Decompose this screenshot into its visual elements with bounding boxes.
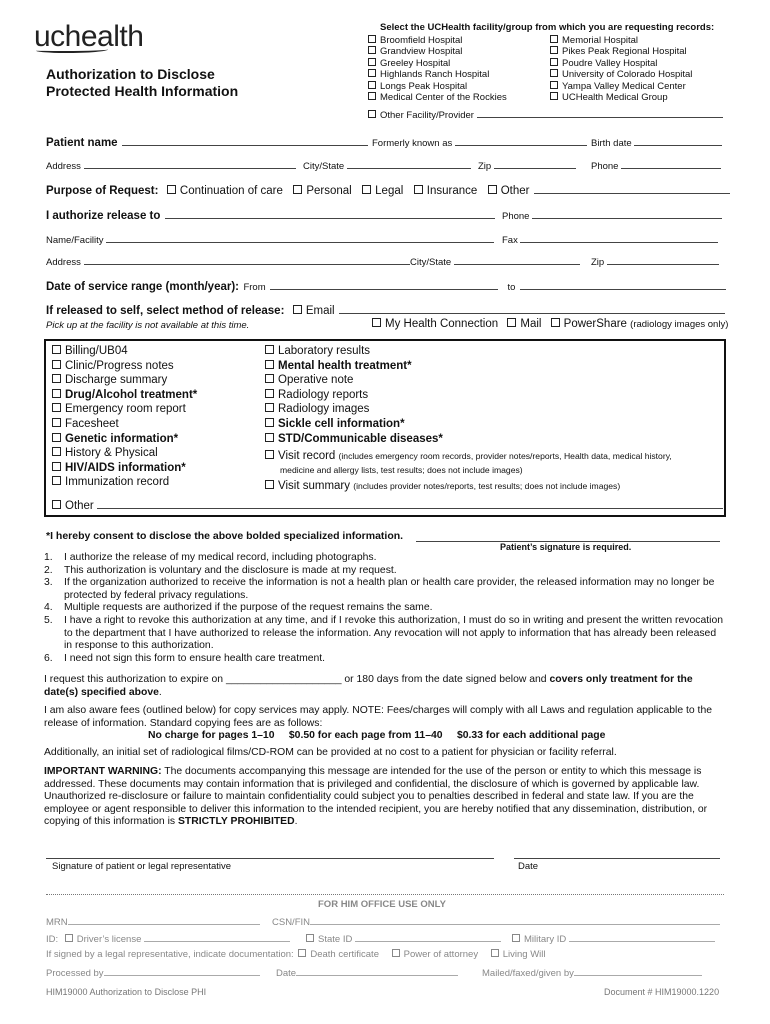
office-date-row: Date [276,966,458,979]
checkbox[interactable] [368,46,376,54]
formerly-known-label: Formerly known as [372,138,453,149]
mail-option[interactable]: Mail [507,318,541,330]
csn-field[interactable] [310,915,720,925]
term-item: 2. This authorization is voluntary and the disclosure is made at my request. [44,564,397,576]
checkbox[interactable] [52,418,61,427]
checkbox[interactable] [265,480,274,489]
self-release-label: If released to self, select method of release: [46,305,285,317]
checkbox[interactable] [52,433,61,442]
fees-statement: I am also aware fees (outlined below) for copy services may apply. NOTE: Fees/charges will comply with all Laws and regulation applicable to the release of information. Standard copying fees are as follows: [44,705,713,729]
record-other-field[interactable] [97,499,723,509]
signature-label: Signature of patient or legal representative [52,861,232,872]
checkbox[interactable] [368,69,376,77]
checkbox[interactable] [167,185,176,194]
record-option[interactable]: Mental health treatment* [265,359,672,374]
important-warning: IMPORTANT WARNING: The documents accompanying this message are intended for the use of the person or entity to which this message is addressed. These documents may contain information that is privileged and confidential, the disclosure of which is governed by applicable law. Unauthorized re-disclosure or failure to maintain confidentiality could subject you to penalties described in federal and state law. If you are the employee or agent responsible to deliver this information to the intended recipient, you are hereby notified that any dissemination, distribution, or copying of this information is STRICTLY PROHIBITED. [44,766,708,828]
patient-address-row [46,159,296,172]
radiology-statement: Additionally, an initial set of radiological films/CD-ROM can be provided at no cost to a patient for physician or facility referral. [44,747,617,758]
checkbox[interactable] [550,58,558,66]
other-facility-field[interactable] [477,108,723,118]
record-other-option[interactable]: Other [52,499,723,514]
purpose-option[interactable]: Personal [293,185,351,197]
service-from-label: From [243,282,266,293]
record-option[interactable]: Clinic/Progress notes [52,359,197,374]
release-zip-row [591,255,719,268]
self-release-row [46,301,725,319]
purpose-option[interactable]: Insurance [414,185,478,197]
birth-date-row [591,136,722,149]
footer-left: HIM19000 Authorization to Disclose PHI [46,987,207,997]
title-line-1: Authorization to Disclose [46,66,215,82]
checkbox[interactable] [293,305,302,314]
facility-option[interactable]: Longs Peak Hospital [368,81,507,92]
release-address-label: Address [46,257,81,268]
checkbox[interactable] [488,185,497,194]
other-facility-option[interactable]: Other Facility/Provider [368,108,723,121]
checkbox[interactable] [52,345,61,354]
id-row: ID: Driver’s license [46,932,290,945]
record-option[interactable]: STD/Communicable diseases* [265,432,672,447]
pickup-note: Pick up at the facility is not available at this time. [46,320,250,331]
checkbox[interactable] [512,934,520,942]
processed-field[interactable] [104,966,260,976]
checkbox[interactable] [52,374,61,383]
csn-row: CSN/FIN [272,915,720,928]
release-phone-field[interactable] [532,209,722,219]
checkbox[interactable] [65,934,73,942]
record-option[interactable]: Operative note [265,373,672,388]
patient-signature-field[interactable] [46,858,494,859]
service-to-field[interactable] [520,280,726,290]
checkbox[interactable] [298,949,306,957]
checkbox[interactable] [368,92,376,100]
release-city-label: City/State [410,257,452,268]
checkbox[interactable] [52,389,61,398]
release-phone-label: Phone [502,211,530,222]
military-id-field[interactable] [569,932,715,942]
checkbox[interactable] [52,476,61,485]
military-id-row[interactable]: Military ID [512,932,715,945]
release-fax-row [502,233,718,246]
release-fax-label: Fax [502,235,518,246]
facility-option[interactable]: Medical Center of the Rockies [368,92,507,103]
patient-city-label: City/State [303,161,345,172]
checkbox[interactable] [372,318,381,327]
patient-zip-label: Zip [478,161,492,172]
checkbox[interactable] [52,403,61,412]
term-item: 1. I authorize the release of my medical record, including photographs. [44,552,377,563]
checkbox[interactable] [293,185,302,194]
birth-date-field[interactable] [634,136,722,146]
checkbox[interactable] [368,81,376,89]
checkbox[interactable] [265,403,274,412]
checkbox[interactable] [550,69,558,77]
record-option[interactable]: Sickle cell information* [265,417,672,432]
release-city-field[interactable] [454,255,580,265]
signature-date-field[interactable] [514,858,720,859]
checkbox[interactable] [368,58,376,66]
record-option[interactable]: Discharge summary [52,373,197,388]
record-option[interactable]: Drug/Alcohol treatment* [52,388,197,403]
mrn-row: MRN [46,915,260,928]
record-option[interactable]: Billing/UB04 [52,344,197,359]
checkbox[interactable] [551,318,560,327]
record-option[interactable]: Radiology reports [265,388,672,403]
record-option[interactable]: Immunization record [52,475,197,490]
checkbox[interactable] [265,450,274,459]
record-option[interactable]: Laboratory results [265,344,672,359]
purpose-label: Purpose of Request: [46,185,159,197]
footer-right: Document # HIM19000.1220 [604,987,720,997]
release-name-field[interactable] [106,233,494,243]
record-option[interactable]: Genetic information* [52,432,197,447]
fees-schedule: No charge for pages 1–10 $0.50 for each page from 11–40 $0.33 for each additional page [148,730,606,741]
expiration-statement: I request this authorization to expire on ____________________ or 180 days from the date signed below and covers only treatment for the date(s) specified above. [44,674,693,698]
patient-address-label: Address [46,161,81,172]
facility-option[interactable]: Yampa Valley Medical Center [550,81,692,92]
checkbox[interactable] [265,433,274,442]
powershare-option[interactable]: PowerShare [551,318,627,330]
purpose-other-field[interactable] [534,184,730,194]
service-from-field[interactable] [270,280,498,290]
checkbox[interactable] [550,35,558,43]
patient-name-field[interactable] [122,136,368,146]
patient-name-label: Patient name [46,137,118,149]
checkbox[interactable] [491,949,499,957]
mhc-option[interactable]: My Health Connection [372,318,498,330]
patient-zip-row [478,159,576,172]
visit-record-option[interactable]: Visit record (includes emergency room records, provider notes/reports, Health data, medical history, [265,449,672,464]
consent-signature-field[interactable] [416,532,720,542]
term-item: 5. I have a right to revoke this authorization at any time, and if I revoke this authorization, I must do so in writing and present the written revocation to the department that I have authorized to release the information. Any revocation will not apply to information that has already been released in response to this authorization. [44,614,723,652]
delivery-methods [372,318,728,330]
release-zip-label: Zip [591,257,605,268]
email-field[interactable] [339,304,725,314]
release-city-row [410,255,580,268]
death-cert-option[interactable]: Death certificate [298,949,379,960]
processed-row: Processed by [46,966,260,979]
state-id-row[interactable]: State ID [306,932,501,945]
record-option[interactable]: HIV/AIDS information* [52,461,197,476]
facility-option[interactable]: Memorial Hospital [550,35,692,46]
signature-date-label: Date [518,861,539,872]
facility-option[interactable]: UCHealth Medical Group [550,92,692,103]
service-range-label: Date of service range (month/year): [46,281,240,293]
checkbox[interactable] [52,360,61,369]
purpose-option[interactable]: Continuation of care [167,185,283,197]
form-title [46,66,238,100]
record-option[interactable]: Facesheet [52,417,197,432]
records-right-column [265,344,672,493]
mailed-row: Mailed/faxed/given by [482,966,702,979]
authorize-row [46,206,495,224]
record-option[interactable]: Radiology images [265,402,672,417]
checkbox[interactable] [52,447,61,456]
facility-option[interactable]: Broomfield Hospital [368,35,507,46]
office-divider [46,894,724,895]
facility-list-right [550,35,692,103]
state-id-field[interactable] [355,932,501,942]
checkbox[interactable] [550,46,558,54]
purpose-row [46,181,730,199]
drivers-license-option[interactable]: Driver’s license [65,934,142,945]
formerly-known-row [372,136,587,149]
signature-required: Patient’s signature is required. [500,542,632,552]
drivers-license-field[interactable] [144,932,290,942]
term-item: 6. I need not sign this form to ensure health care treatment. [44,652,326,664]
office-heading: FOR HIM OFFICE USE ONLY [318,899,446,910]
title-line-2: Protected Health Information [46,83,239,99]
facility-option[interactable]: University of Colorado Hospital [550,69,692,80]
poa-option[interactable]: Power of attorney [392,949,478,960]
checkbox[interactable] [52,500,61,509]
facility-option[interactable]: Pikes Peak Regional Hospital [550,46,692,57]
release-fax-field[interactable] [520,233,718,243]
release-address-row [46,255,410,268]
office-date-field[interactable] [296,966,458,976]
terms-list [44,552,724,665]
formerly-known-field[interactable] [455,136,587,146]
term-item: 3. If the organization authorized to receive the information is not a health plan or health care provider, the released information may no longer be protected by federal privacy regulations. [44,577,715,601]
checkbox[interactable] [265,389,274,398]
checkbox[interactable] [507,318,516,327]
visit-summary-option[interactable]: Visit summary (includes provider notes/reports, test results; does not include images) [265,479,672,494]
patient-phone-row [591,159,721,172]
birth-date-label: Birth date [591,138,632,149]
service-to-label: to [507,282,516,293]
authorize-field[interactable] [165,209,495,219]
mrn-field[interactable] [68,915,260,925]
patient-address-field[interactable] [84,159,296,169]
release-name-row [46,233,494,246]
record-option[interactable]: Emergency room report [52,402,197,417]
checkbox[interactable] [306,934,314,942]
checkbox[interactable] [550,81,558,89]
checkbox[interactable] [265,418,274,427]
checkbox[interactable] [550,92,558,100]
facility-option[interactable]: Highlands Ranch Hospital [368,69,507,80]
service-range-row [46,277,726,295]
facility-list-left [368,35,507,103]
uchealth-logo: uchealth [34,20,144,53]
facility-option[interactable]: Poudre Valley Hospital [550,58,692,69]
record-option[interactable]: History & Physical [52,446,197,461]
purpose-option[interactable]: Other [488,185,530,197]
checkbox[interactable] [368,35,376,43]
facility-option[interactable]: Greeley Hospital [368,58,507,69]
patient-zip-field[interactable] [494,159,576,169]
patient-city-field[interactable] [347,159,471,169]
checkbox[interactable] [265,345,274,354]
email-option[interactable]: Email [293,305,335,317]
patient-phone-field[interactable] [621,159,721,169]
legal-rep-row: If signed by a legal representative, indicate documentation: Death certificate Power of attorney Living Will [46,949,546,960]
records-left-column [52,344,197,490]
consent-text: *I hereby consent to disclose the above bolded specialized information. [46,530,404,542]
living-will-option[interactable]: Living Will [491,949,546,960]
facility-option[interactable]: Grandview Hospital [368,46,507,57]
facility-heading: Select the UCHealth facility/group from which you are requesting records: [380,22,715,33]
checkbox[interactable] [392,949,400,957]
term-item: 4. Multiple requests are authorized if the purpose of the request remains the same. [44,602,433,614]
checkbox[interactable] [265,360,274,369]
checkbox[interactable] [52,462,61,471]
mailed-field[interactable] [574,966,702,976]
visit-record-note: medicine and allergy lists, test results; does not include images) [280,464,523,475]
authorize-label: I authorize release to [46,210,161,222]
patient-city-row [303,159,471,172]
release-zip-field[interactable] [607,255,719,265]
checkbox[interactable] [362,185,371,194]
patient-phone-label: Phone [591,161,619,172]
checkbox[interactable] [265,374,274,383]
checkbox[interactable] [414,185,423,194]
checkbox[interactable] [368,110,376,118]
release-address-field[interactable] [84,255,410,265]
release-phone-row [502,209,722,222]
release-name-label: Name/Facility [46,235,104,246]
purpose-option[interactable]: Legal [362,185,403,197]
powershare-note: (radiology images only) [630,319,729,330]
patient-name-row [46,133,368,151]
